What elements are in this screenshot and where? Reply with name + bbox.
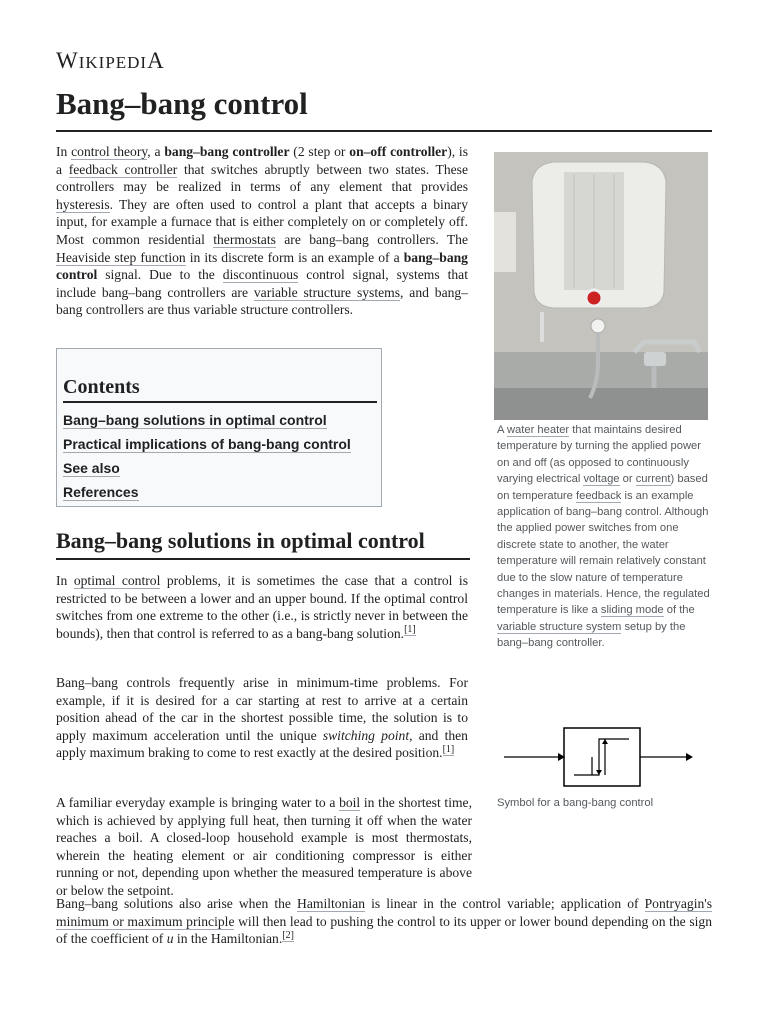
intro-paragraph: In control theory, a bang–bang controller (2 step or on–off controller), is a feedback controller that switches abruptly between two states. These controllers may be realized in terms of any element that provides hysteresis. They are often used to control a plant that accepts a binary input, for example a furnace that is either completely on or completely off. Most common residential thermostats are bang–bang controllers. The Heaviside step function in its discrete form is an example of a bang–bang control signal. Due to the discontinuous control signal, systems that include bang–bang controllers are variable structure systems, and bang–bang controllers are thus variable structure controllers. xyxy=(56,144,469,318)
toc-item-optimal-control[interactable]: Bang–bang solutions in optimal control xyxy=(63,412,327,428)
reference-1[interactable]: [1] xyxy=(404,624,416,636)
section-heading-optimal-control: Bang–bang solutions in optimal control xyxy=(56,527,470,560)
paragraph-boil-example: A familiar everyday example is bringing water to a boil in the shortest time, which is achieved by applying full heat, then turning it off when the water reaches a boil. A closed-loop household example is most thermostats, wherein the heating element or air conditioning compressor is either running or not, depending upon whether the measured temperature is above or below the setpoint. xyxy=(56,795,472,898)
paragraph-minimum-time: Bang–bang controls frequently arise in minimum-time problems. For example, if it is desired for a car starting at rest to arrive at a certain position ahead of the car in the shortest possible time, the solution is to apply maximum acceleration until the unique switching point, and then apply maximum braking to come to rest exactly at the desired position.[1] xyxy=(56,675,468,761)
bang-bang-symbol-diagram[interactable] xyxy=(502,726,696,790)
link-heaviside-step-function[interactable]: Heaviside step function xyxy=(56,249,186,265)
wordmark-a: A xyxy=(147,48,165,73)
link-sliding-mode[interactable]: sliding mode xyxy=(600,604,664,617)
wordmark-w: W xyxy=(56,48,79,73)
water-heater-photo[interactable] xyxy=(494,152,708,420)
hysteresis-upper xyxy=(574,739,629,775)
reference-1b[interactable]: [1] xyxy=(442,743,455,755)
link-boil[interactable]: boil xyxy=(339,795,361,810)
link-water-heater[interactable]: water heater xyxy=(506,424,570,436)
wordmark-middle: IKIPEDI xyxy=(78,53,148,72)
toc-item-see-also[interactable]: See also xyxy=(63,460,120,476)
symbol-caption: Symbol for a bang-bang control xyxy=(497,797,654,809)
link-variable-structure-systems[interactable]: variable structure systems xyxy=(253,284,401,300)
link-variable-structure-system[interactable]: variable structure system xyxy=(497,620,622,633)
link-feedback-controller[interactable]: feedback controller xyxy=(68,161,178,177)
toc-title: Contents xyxy=(63,375,377,403)
link-feedback[interactable]: feedback xyxy=(575,489,622,502)
link-hysteresis[interactable]: hysteresis xyxy=(56,196,110,212)
page-title: Bang–bang control xyxy=(56,84,712,132)
table-of-contents xyxy=(56,348,382,507)
link-optimal-control[interactable]: optimal control xyxy=(73,573,161,588)
water-heater-image xyxy=(494,152,708,420)
wikipedia-wordmark[interactable] xyxy=(56,48,165,74)
water-heater-caption: A water heater that maintains desired temperature by turning the applied power on and off (as opposed to continuously varying electrical voltage or current) based on temperature feedback is an example application of bang–bang control. Although the applied power switches from one discrete state to another, the water temperature will remain relatively constant due to the slow nature of temperature changes in materials. Hence, the regulated temperature is like a sliding mode of the variable structure system setup by the bang–bang controller. xyxy=(497,424,710,650)
reference-2[interactable]: [2] xyxy=(282,929,294,941)
link-control-theory[interactable]: control theory xyxy=(71,144,148,159)
output-arrowhead xyxy=(686,753,693,761)
toc-item-practical-implications[interactable]: Practical implications of bang-bang control xyxy=(63,436,351,452)
link-thermostats[interactable]: thermostats xyxy=(213,231,276,247)
link-voltage[interactable]: voltage xyxy=(583,473,620,486)
paragraph-hamiltonian: Bang–bang solutions also arise when the Hamiltonian is linear in the control variable; application of Pontryagin's minimum or maximum principle will then lead to pushing the control to its upper or lower bound depending on the sign of the coefficient of u in the Hamiltonian.[2] xyxy=(56,896,713,947)
link-hamiltonian[interactable]: Hamiltonian xyxy=(297,896,366,911)
toc-item-references[interactable]: References xyxy=(63,484,139,500)
link-pontryagin-principle[interactable]: Pontryagin's minimum or maximum principle xyxy=(56,896,713,929)
link-discontinuous[interactable]: discontinuous xyxy=(222,267,299,283)
controller-box xyxy=(564,728,640,786)
link-current[interactable]: current xyxy=(635,473,671,486)
paragraph-optimal-control: In optimal control problems, it is sometimes the case that a control is restricted to be between a lower and an upper bound. If the optimal control switches from one extreme to the other (i.e., is strictly never in between the bounds), then that control is referred to as a bang-bang solution.[1] xyxy=(56,573,468,641)
